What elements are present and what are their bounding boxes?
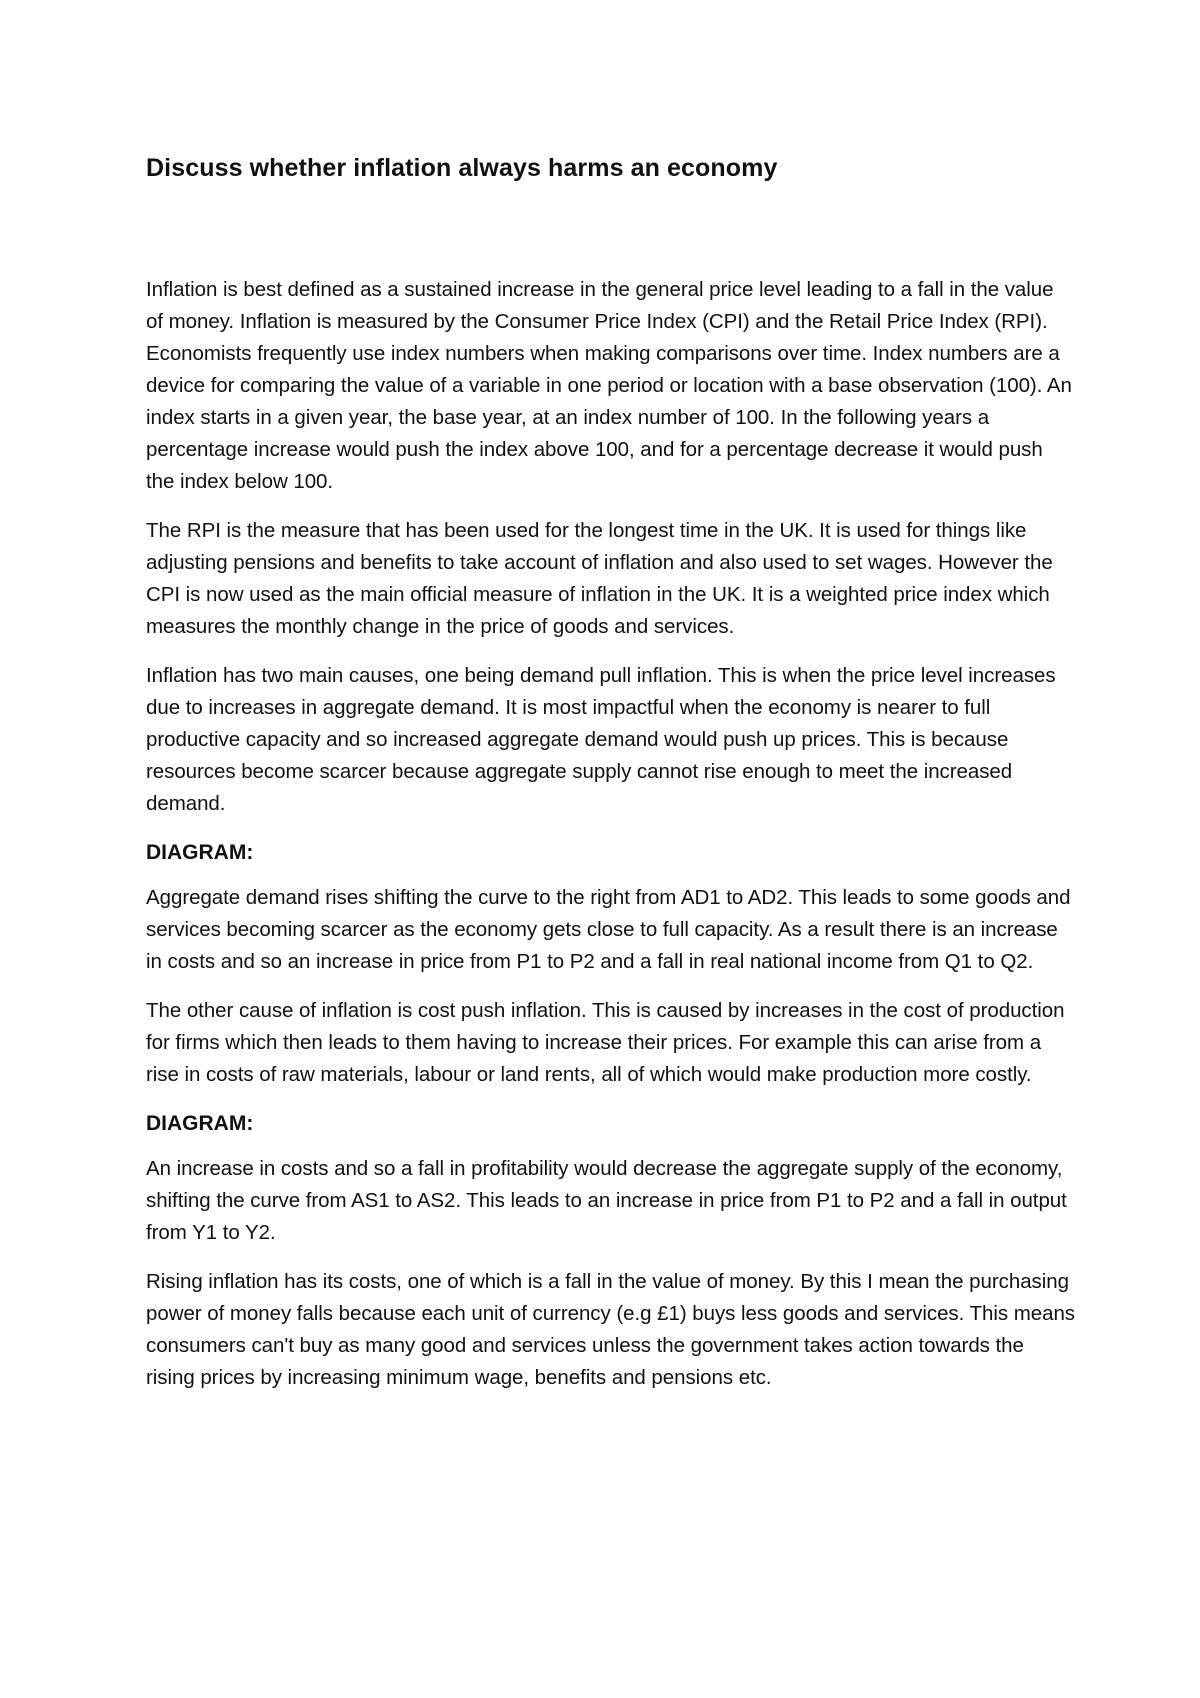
- diagram-heading-demand-pull: DIAGRAM:: [146, 841, 254, 864]
- document-content: [146, 150, 1076, 1411]
- paragraph-demand-pull: Inflation has two main causes, one being demand pull inflation. This is when the price level increases due to increases in aggregate demand. It is most impactful when the economy is nearer to full productive capacity and so increased aggregate demand would push up prices. This is because resources become scarcer because aggregate supply cannot rise enough to meet the increased demand.: [146, 664, 1056, 815]
- paragraph-cost-push-diagram: An increase in costs and so a fall in profitability would decrease the aggregate supply of the economy, shifting the curve from AS1 to AS2. This leads to an increase in price from P1 to P2 and a fall in output from Y1 to Y2.: [146, 1157, 1067, 1244]
- document-title: Discuss whether inflation always harms an economy: [146, 154, 778, 182]
- paragraph-costs-of-inflation: Rising inflation has its costs, one of which is a fall in the value of money. By this I mean the purchasing power of money falls because each unit of currency (e.g £1) buys less goods and services. This means consumers can't buy as many good and services unless the government takes action towards the rising prices by increasing minimum wage, benefits and pensions etc.: [146, 1270, 1075, 1389]
- title-spacer: [146, 186, 1076, 274]
- paragraph-demand-pull-diagram: Aggregate demand rises shifting the curve to the right from AD1 to AD2. This leads to some goods and services becoming scarcer as the economy gets close to full capacity. As a result there is an increase in costs and so an increase in price from P1 to P2 and a fall in real national income from Q1 to Q2.: [146, 886, 1071, 973]
- paragraph-inflation-definition: Inflation is best defined as a sustained increase in the general price level leading to a fall in the value of money. Inflation is measured by the Consumer Price Index (CPI) and the Retail Price Index (RPI). Economists frequently use index numbers when making comparisons over time. Index numbers are a device for comparing the value of a variable in one period or location with a base observation (100). An index starts in a given year, the base year, at an index number of 100. In the following years a percentage increase would push the index above 100, and for a percentage decrease it would push the index below 100.: [146, 278, 1072, 493]
- diagram-heading-cost-push: DIAGRAM:: [146, 1112, 254, 1135]
- paragraph-cost-push: The other cause of inflation is cost push inflation. This is caused by increases in the cost of production for firms which then leads to them having to increase their prices. For example this can arise from a rise in costs of raw materials, labour or land rents, all of which would make production more costly.: [146, 999, 1065, 1086]
- paragraph-rpi-cpi: The RPI is the measure that has been used for the longest time in the UK. It is used for things like adjusting pensions and benefits to take account of inflation and also used to set wages. However the CPI is now used as the main official measure of inflation in the UK. It is a weighted price index which measures the monthly change in the price of goods and services.: [146, 519, 1053, 638]
